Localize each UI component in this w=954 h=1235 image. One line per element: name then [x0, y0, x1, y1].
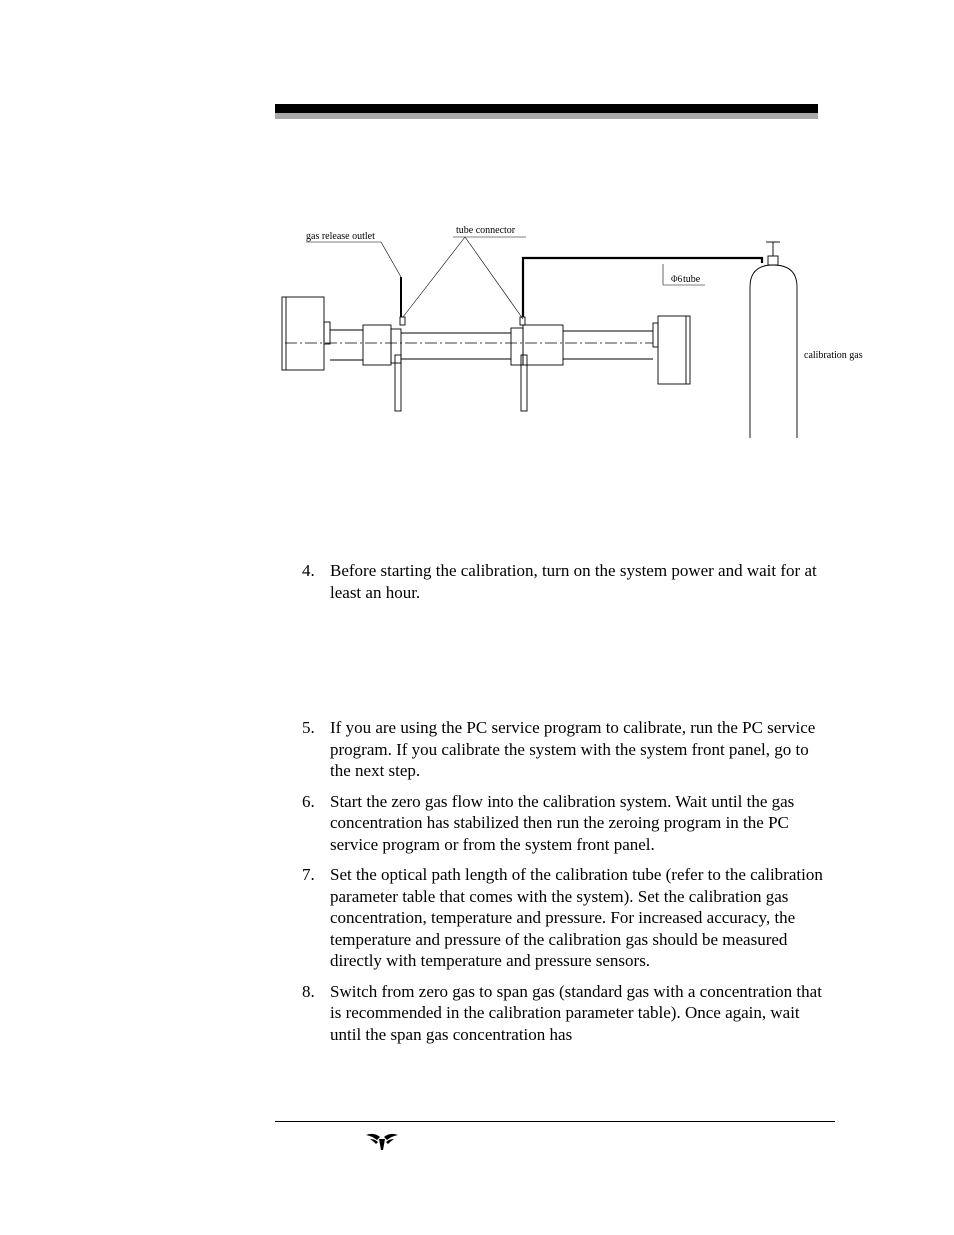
step-number: 8.: [302, 981, 315, 1001]
step-6: [302, 791, 827, 856]
step-number: 4.: [302, 561, 315, 580]
calibration-gas-label: calibration gas: [804, 350, 863, 361]
step-number: 5.: [302, 718, 315, 737]
header-bar-shadow: [275, 113, 818, 119]
steps-list-a: [302, 560, 827, 603]
footer-rule: [275, 1121, 835, 1122]
step-text: Switch from zero gas to span gas (standard gas with a concentration that is recommended in the calibration parameter table). Once again, wait until the span gas concentration has: [330, 981, 822, 1044]
step-text: Before starting the calibration, turn on the system power and wait for at least an hour.: [330, 561, 817, 602]
step-text: Start the zero gas flow into the calibration system. Wait until the gas concentration has stabilized then run the zeroing program in the PC service program or from the system front panel.: [330, 791, 795, 854]
step-text: If you are using the PC service program to calibrate, run the PC service program. If you calibrate the system with the system front panel, go to the next step.: [330, 718, 816, 780]
gas-release-outlet-label: gas release outlet: [306, 231, 375, 242]
teledyne-logo-icon: [364, 1131, 400, 1151]
calibration-diagram: [275, 215, 875, 445]
step-number: 6.: [302, 791, 315, 811]
tube-label: tube: [683, 274, 701, 285]
steps-list-b: [302, 717, 827, 1045]
header-bar: [275, 104, 818, 113]
step-7: [302, 864, 827, 972]
tube-mark-label: Φ6: [671, 274, 683, 284]
tube-connector-label: tube connector: [456, 225, 516, 236]
step-5: [302, 717, 827, 782]
step-4: [302, 560, 827, 603]
step-text: Set the optical path length of the calibration tube (refer to the calibration parameter table that comes with the system). Set the calibration gas concentration, temperature and pressure. For increased accuracy, the temperature and pressure of the calibration gas should be measured directly with temperature and pressure sensors.: [330, 865, 823, 970]
step-8: [302, 981, 827, 1046]
step-number: 7.: [302, 865, 315, 884]
